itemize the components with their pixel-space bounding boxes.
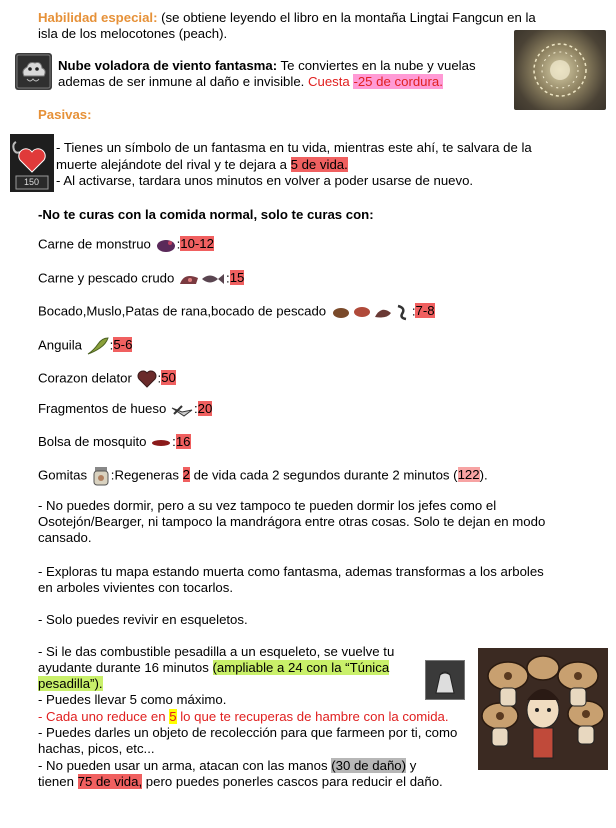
note-sleep: - No puedes dormir, pero a su vez tampoco te pueden dormir los jefes como el Osotejón/Bearger, ni tampoco la mandrágora entre otras cosas. Solo te dejan en modo cansado.: [38, 498, 546, 545]
food-heading: [38, 207, 374, 223]
skeleton-line-5-b: y tienen: [38, 758, 417, 789]
cloud-ability-desc: Te conviertes en la nube y vuelas ademas de ser inmune al daño e invisible.: [58, 58, 476, 89]
eel-icon: [86, 336, 110, 356]
food-row-raw-meat-fish: Carne y pescado crudo :15: [38, 270, 244, 288]
gummies-label: Gomitas: [38, 467, 88, 483]
cloud-ability-paragraph: [58, 58, 498, 90]
note-explore: - Exploras tu mapa estando muerta como fantasma, ademas transformas a los arboles en arboles vivientes con tocarlos.: [38, 564, 544, 595]
fish-morsel-icon: [394, 303, 412, 321]
bone-shards-icon: [170, 402, 194, 418]
food-label: Carne y pescado crudo: [38, 270, 175, 286]
raw-fish-icon: [200, 270, 226, 288]
food-value: 10-12: [180, 236, 214, 252]
skeleton-line-2: - Puedes llevar 5 como máximo.: [38, 692, 227, 707]
gummies-number: 2: [182, 467, 190, 483]
food-label: Corazon delator: [38, 370, 132, 386]
skeleton-line-3-number: 5: [169, 709, 177, 724]
skeleton-line-5-a: - No pueden usar un arma, atacan con las manos: [38, 758, 332, 773]
gummies-text-b: de vida cada 2 segundos durante 2 minutos (: [189, 467, 458, 483]
special-ability-desc: (se obtiene leyendo el libro en la montaña Lingtai Fangcun en la isla de los melocotones (peach).: [38, 10, 536, 41]
passive-line-2: - Al activarse, tardara unos minutos en volver a poder usarse de nuevo.: [56, 173, 474, 188]
mosquito-sack-icon: [150, 437, 172, 449]
food-value: 7-8: [415, 303, 435, 319]
special-ability-heading: Habilidad especial:: [38, 10, 158, 25]
passives-heading: Pasivas:: [38, 107, 92, 122]
cloud-image: [514, 30, 606, 110]
passive-line-1-text: - Tienes un símbolo de un fantasma en tu vida, mientras este ahí, te salvara de la muerte alejándote del rival y te dejara a: [56, 140, 532, 172]
cloud-ability-title: Nube voladora de viento fantasma:: [58, 58, 278, 73]
drumstick-icon: [352, 303, 372, 321]
note-revive: - Solo puedes revivir en esqueletos.: [38, 612, 248, 627]
food-value: 50: [161, 370, 176, 386]
frog-legs-icon: [372, 303, 394, 321]
food-row-telltale-heart: Corazon delator :50: [38, 369, 176, 389]
skeleton-line-1-text: - Si le das combustible pesadilla a un esqueleto, se vuelve tu ayudante durante 16 minutos: [38, 644, 395, 675]
food-heading-text: -No te curas con la comida normal, solo te curas con:: [38, 207, 374, 222]
special-ability-paragraph: [38, 10, 558, 42]
monster-meat-icon: [155, 236, 177, 254]
gummies-total: 122: [457, 467, 480, 483]
gummies-text-c: ).: [479, 467, 488, 483]
skeleton-damage-value: (30 de daño): [331, 758, 407, 773]
skeleton-minions-image: [478, 648, 608, 770]
passive-line-1-value: 5 de vida.: [290, 157, 348, 172]
skeleton-line-3-b: lo que te recuperas de hambre con la comida.: [176, 709, 449, 724]
food-label: Fragmentos de hueso: [38, 401, 167, 416]
morsel-icon: [330, 303, 352, 321]
skeleton-line-3: [38, 709, 488, 725]
food-row-eel: Anguila :5-6: [38, 336, 132, 356]
food-label: Bocado,Muslo,Patas de rana,bocado de pescado: [38, 303, 327, 319]
skeleton-hp-value: 75 de vida,: [77, 774, 143, 789]
skeleton-line-1: [38, 644, 438, 692]
badge-number: 150: [24, 177, 40, 187]
food-row-bone-shards: Fragmentos de hueso :20: [38, 401, 213, 416]
ghost-cloud-icon: [15, 53, 52, 90]
skeleton-line-1-highlight: (ampliable a 24 con la “Túnica pesadilla”).: [38, 660, 390, 691]
cloud-cost-label: Cuesta: [307, 74, 350, 89]
skeleton-line-4: - Puedes darles un objeto de recolección para que farmeen por ti, como hachas, picos, etc...: [38, 725, 458, 756]
skeleton-line-5-c: pero puedes ponerles cascos para reducir el daño.: [142, 774, 443, 789]
food-row-mosquito-sack: Bolsa de mosquito :16: [38, 434, 191, 449]
raw-meat-icon: [178, 270, 200, 288]
skeleton-line-3-a: - Cada uno reduce en: [38, 709, 170, 724]
food-row-monster-meat: Carne de monstruo :10-12: [38, 236, 214, 254]
heart-ghost-badge-icon: [10, 134, 54, 192]
food-label: Anguila: [38, 337, 82, 353]
food-value: 5-6: [113, 337, 133, 353]
food-row-morsels: Bocado,Muslo,Patas de rana,bocado de pescado :7-8: [38, 303, 435, 321]
food-value: 16: [175, 434, 191, 449]
telltale-heart-icon: [136, 369, 158, 389]
gummies-text-a: :Regeneras: [110, 467, 183, 483]
passive-line-1: [56, 139, 556, 173]
food-value: 20: [197, 401, 213, 416]
cloud-cost-value: -25 de cordura.: [353, 74, 443, 89]
food-row-gummies: [38, 465, 488, 487]
skeleton-line-5: [38, 758, 448, 790]
gummy-jar-icon: [91, 465, 111, 487]
food-label: Carne de monstruo: [38, 236, 151, 252]
food-label: Bolsa de mosquito: [38, 434, 147, 449]
food-value: 15: [229, 270, 245, 286]
